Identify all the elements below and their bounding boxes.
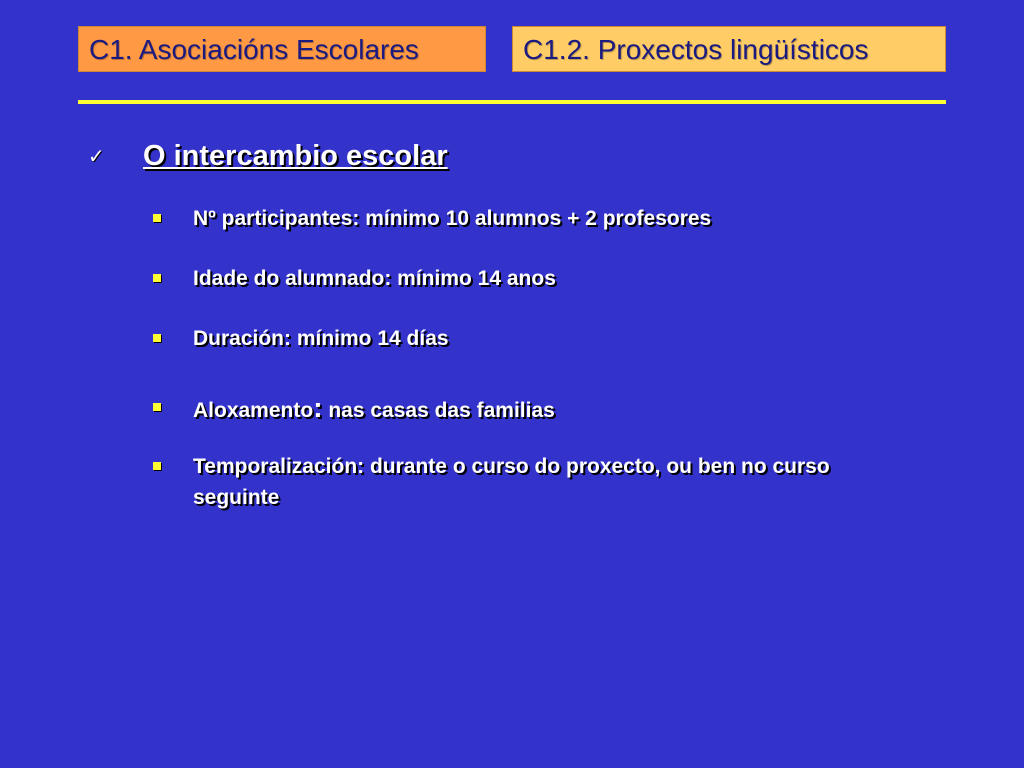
bullet-text	[193, 392, 913, 426]
bullet-colon: :	[313, 392, 323, 423]
bullet-text: Idade do alumnado: mínimo 14 anos	[193, 267, 556, 290]
subsection-tab: C1.2. Proxectos lingüísticos	[512, 26, 946, 72]
square-bullet-icon	[153, 274, 161, 282]
bullet-text: Temporalización: durante o curso do proxecto, ou ben no curso seguinte	[193, 455, 830, 509]
square-bullet-icon	[153, 403, 161, 411]
list-item	[153, 263, 953, 294]
bullet-text: Nº participantes: mínimo 10 alumnos + 2 profesores	[193, 207, 712, 230]
bullet-label: Aloxamento	[193, 399, 314, 422]
bullet-text: Duración: mínimo 14 días	[193, 327, 449, 350]
list-item	[153, 451, 953, 513]
section-tab: C1. Asociacións Escolares	[78, 26, 486, 72]
list-item	[153, 392, 953, 426]
list-item	[153, 203, 953, 234]
square-bullet-icon	[153, 462, 161, 470]
list-item	[153, 323, 953, 354]
header-divider	[78, 100, 946, 104]
heading-row	[88, 140, 448, 173]
square-bullet-icon	[153, 334, 161, 342]
bullet-rest: nas casas das familias	[322, 399, 555, 422]
bullet-list	[153, 203, 953, 542]
checkmark-icon: ✓	[88, 146, 105, 168]
slide-heading: O intercambio escolar	[143, 140, 448, 172]
square-bullet-icon	[153, 214, 161, 222]
